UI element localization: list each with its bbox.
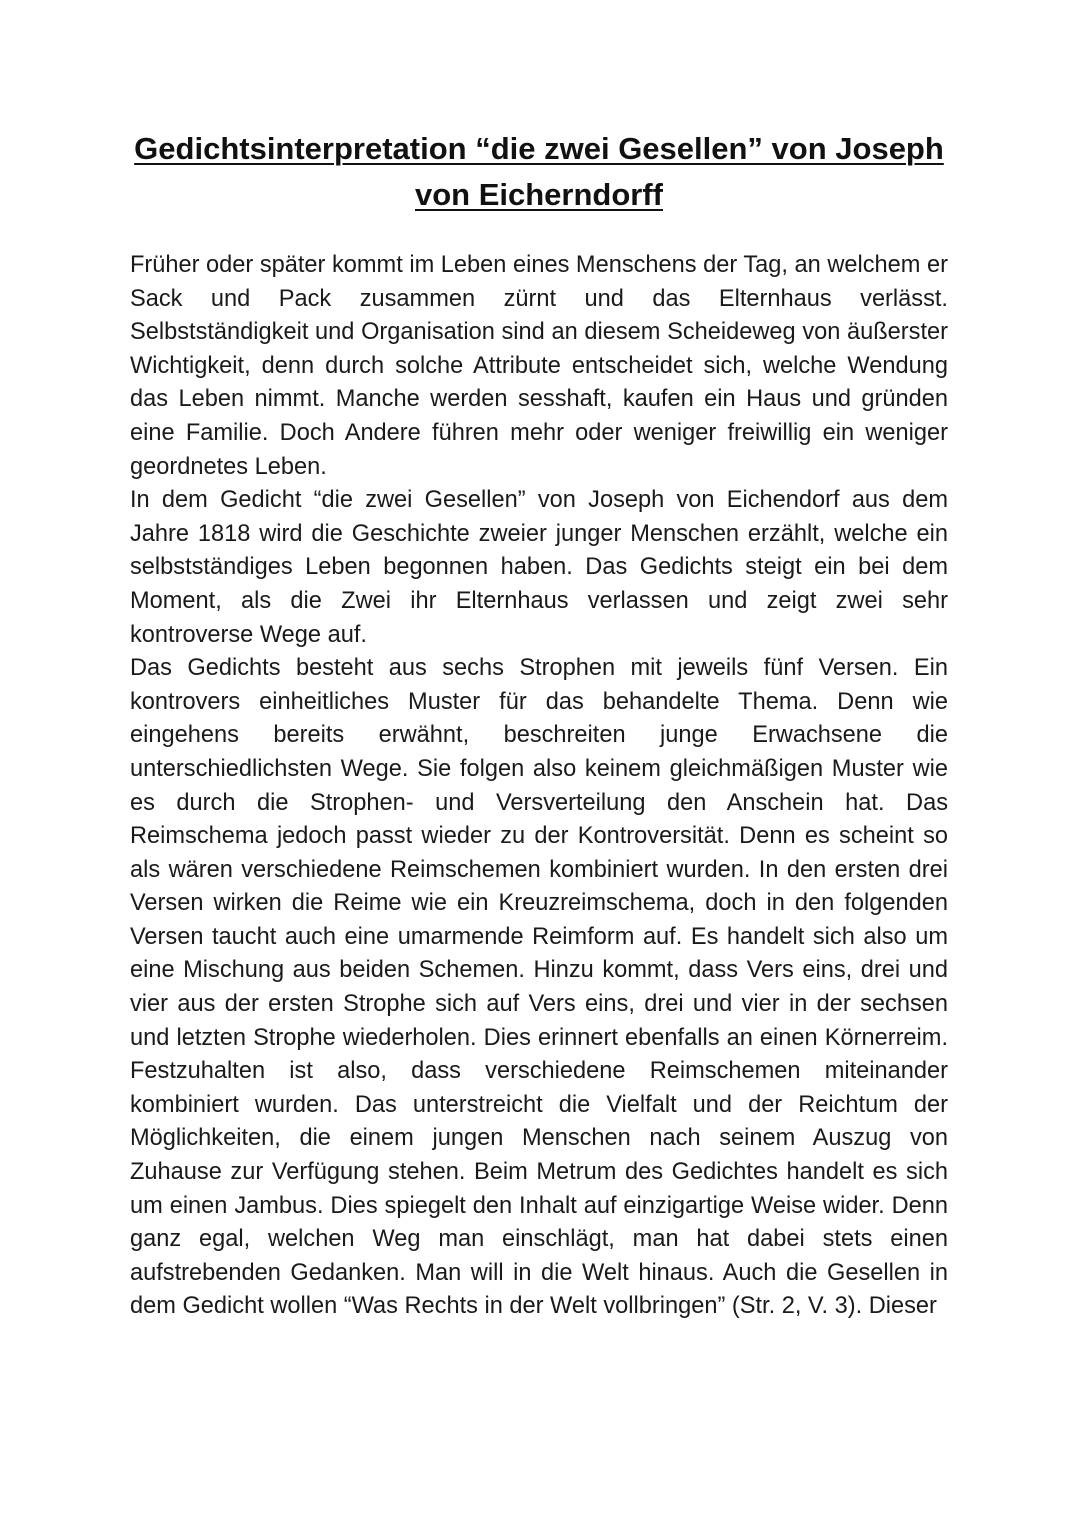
document-title: Gedichtsinterpretation “die zwei Gesellen” von Joseph von Eicherndorff [134, 131, 944, 212]
paragraph-introduction: Früher oder später kommt im Leben eines Menschens der Tag, an welchem er Sack und Pack zusammen zürnt und das Elternhaus verlässt. Selbstständigkeit und Organisation sind an diesem Scheideweg von äußerster Wichtigkeit, denn durch solche Attribute entscheidet sich, welche Wendung das Leben nimmt. Manche werden sesshaft, kaufen ein Haus und gründen eine Familie. Doch Andere führen mehr oder weniger freiwillig ein weniger geordnetes Leben. [130, 252, 948, 480]
paragraph-poem-overview: In dem Gedicht “die zwei Gesellen” von Joseph von Eichendorf aus dem Jahre 1818 wird die Geschichte zweier junger Menschen erzählt, welche ein selbstständiges Leben begonnen haben. Das Gedichts steigt ein bei dem Moment, als die Zwei ihr Elternhaus verlassen und zeigt zwei sehr kontroverse Wege auf. [130, 487, 948, 648]
document-body [130, 249, 948, 1324]
paragraph-form-analysis: Das Gedichts besteht aus sechs Strophen mit jeweils fünf Versen. Ein kontrovers einheitliches Muster für das behandelte Thema. Denn wie eingehens bereits erwähnt, beschreiten junge Erwachsene die unterschiedlichsten Wege. Sie folgen also keinem gleichmäßigen Muster wie es durch die Strophen- und Versverteilung den Anschein hat. Das Reimschema jedoch passt wieder zu der Kontroversität. Denn es scheint so als wären verschiedene Reimschemen kombiniert wurden. In den ersten drei Versen wirken die Reime wie ein Kreuzreimschema, doch in den folgenden Versen taucht auch eine umarmende Reimform auf. Es handelt sich also um eine Mischung aus beiden Schemen. Hinzu kommt, dass Vers eins, drei und vier aus der ersten Strophe sich auf Vers eins, drei und vier in der sechsen und letzten Strophe wiederholen. Dies erinnert ebenfalls an einen Körnerreim. Festzuhalten ist also, dass verschiedene Reimschemen miteinander kombiniert wurden. Das unterstreicht die Vielfalt und der Reichtum der Möglichkeiten, die einem jungen Menschen nach seinem Auszug von Zuhause zur Verfügung stehen. Beim Metrum des Gedichtes handelt es sich um einen Jambus. Dies spiegelt den Inhalt auf einzigartige Weise wider. Denn ganz egal, welchen Weg man einschlägt, man hat dabei stets einen aufstrebenden Gedanken. Man will in die Welt hinaus. Auch die Gesellen in dem Gedicht wollen “Was Rechts in der Welt vollbringen” (Str. 2, V. 3). Dieser [130, 655, 948, 1320]
